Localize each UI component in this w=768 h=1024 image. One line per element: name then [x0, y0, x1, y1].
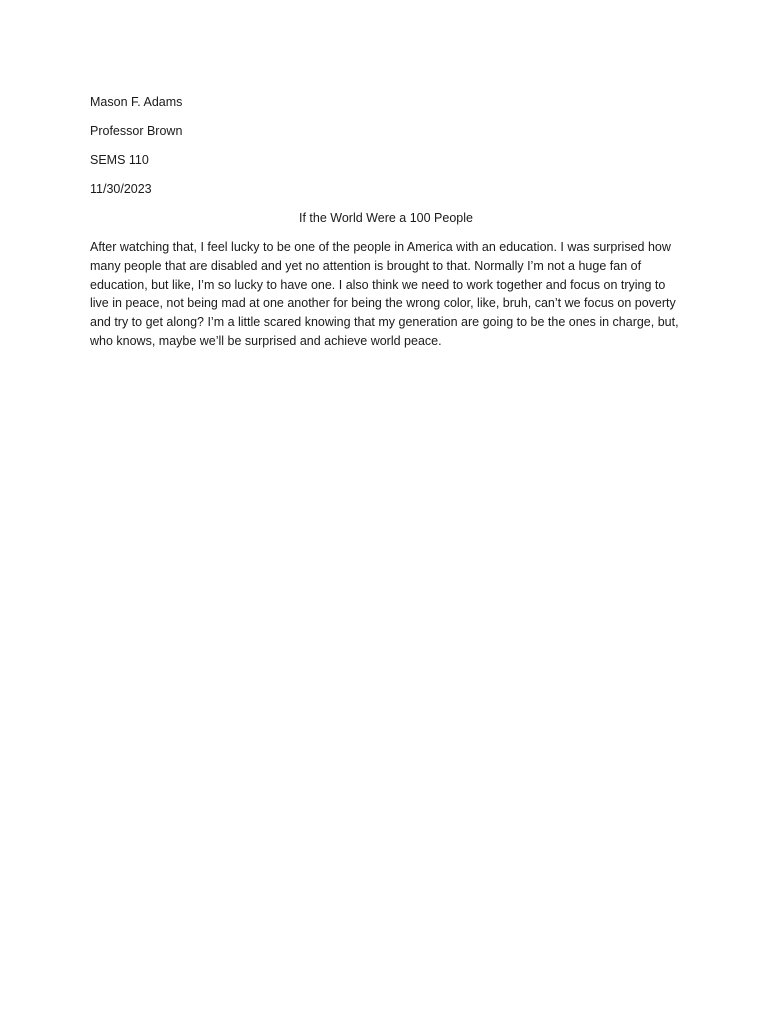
- author-name: Mason F. Adams: [90, 95, 183, 109]
- body-paragraph: After watching that, I feel lucky to be one of the people in America with an education. I was surprised how many people that are disabled and yet no attention is brought to that. Normally I’m not a huge fan of education, but like, I’m so lucky to have one. I also think we need to work together and focus on trying to live in peace, not being mad at one another for being the wrong color, like, bruh, can’t we focus on poverty and try to get along? I’m a little scared knowing that my generation are going to be the ones in charge, but, who knows, maybe we’ll be surprised and achieve world peace.: [90, 240, 679, 348]
- instructor-name: Professor Brown: [90, 124, 183, 138]
- document-title: If the World Were a 100 People: [299, 211, 473, 225]
- document-page: [90, 93, 682, 351]
- course-code: SEMS 110: [90, 153, 149, 167]
- document-date: 11/30/2023: [90, 182, 152, 196]
